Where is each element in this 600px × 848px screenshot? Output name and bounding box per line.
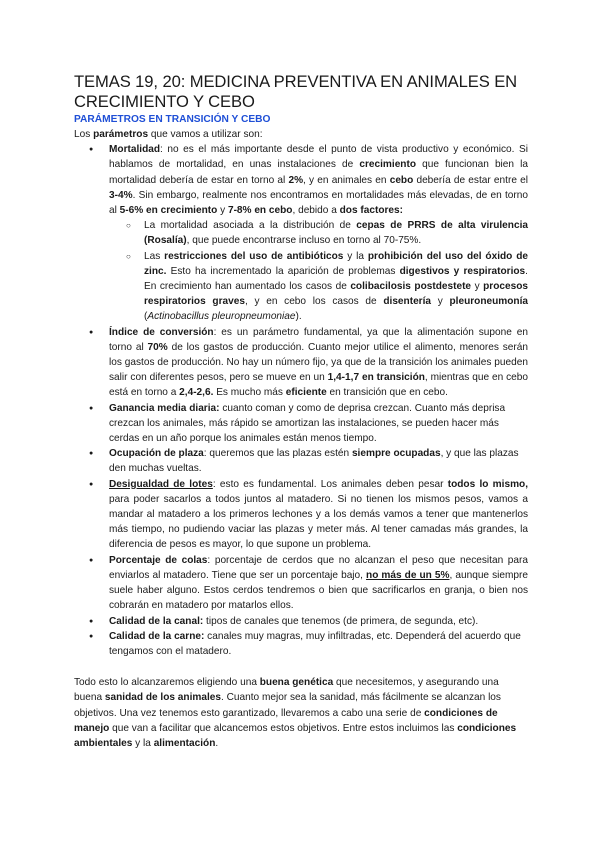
list-item-factor-antibioticos: ○ Las restricciones del uso de antibióticos y la prohibición del uso del óxido de zinc. Esto ha incrementado la aparición de problemas digestivos y respiratorios. En crecimiento han aumentado los casos de colibacilosis postdestete y procesos respiratorios graves, y en cebo los casos de disentería y pleuroneumonía (Actinobacillus pleuropneumoniae). bbox=[144, 249, 528, 325]
list-item-indice-conversion: ● Índice de conversión: es un parámetro fundamental, ya que la alimentación supone en torno al 70% de los gastos de producción. Cuanto mejor utilice el alimento, menores serán los gastos de producción. No hay un número fijo, ya que de la transición los animales pueden salir con diferentes pesos, pero se mueve en un 1,4-1,7 en transición, mientras que en cebo está en torno a 2,4-2,6. Es mucho más eficiente en transición que en cebo. bbox=[109, 325, 528, 401]
parameter-list bbox=[74, 142, 528, 659]
list-item-mortalidad: ● Mortalidad: no es el más importante desde el punto de vista productivo y económico. Si hablamos de mortalidad, en unas instalaciones de crecimiento que funcionan bien la mortalidad debería de estar en torno al 2%, y en animales en cebo debería de estar entre el 3-4%. Sin embargo, realmente nos encontramos en mortalidades más elevadas, de en torno al 5-6% en crecimiento y 7-8% en cebo, debido a dos factores: ○ La mortalidad asociada a la distribución de cepas de PRRS de alta virulencia (Rosalía), que puede encontrarse incluso en torno al 70-75%. ○ Las restricciones del uso de antibióticos y la prohibición del uso del óxido de zinc. Esto ha incrementado la aparición de problemas digestivos y respiratorios. En crecimiento han aumentado los casos de colibacilosis postdestete y procesos respiratorios graves, y en cebo los casos de disentería y pleuroneumonía (Actinobacillus pleuropneumoniae). bbox=[109, 142, 528, 324]
document-body bbox=[74, 127, 528, 751]
list-item-calidad-canal: ● Calidad de la canal: tipos de canales que tenemos (de primera, de segunda, etc). bbox=[109, 614, 528, 629]
list-item-ganancia: ● Ganancia media diaria: cuanto coman y como de deprisa crezcan. Cuanto más deprisa crezcan los animales, más rápido se amortizan las instalaciones, se pueden hacer más cerdas en un año porque los animales están menos tiempo. bbox=[109, 401, 528, 447]
list-item-factor-prrs: ○ La mortalidad asociada a la distribución de cepas de PRRS de alta virulencia (Rosalía), que puede encontrarse incluso en torno al 70-75%. bbox=[144, 218, 528, 248]
list-item-ocupacion: ● Ocupación de plaza: queremos que las plazas estén siempre ocupadas, y que las plazas den muchas vueltas. bbox=[109, 446, 528, 476]
closing-paragraph: Todo esto lo alcanzaremos eligiendo una buena genética que necesitemos, y asegurando una buena sanidad de los animales. Cuanto mejor sea la sanidad, más fácilmente se alcanzan los objetivos. Una vez tenemos esto garantizado, llevaremos a cabo una serie de condiciones de manejo que van a facilitar que alcancemos estos objetivos. Entre estos incluimos las condiciones ambientales y la alimentación. bbox=[74, 677, 517, 749]
intro-paragraph: Los parámetros que vamos a utilizar son: bbox=[74, 129, 263, 140]
mortalidad-factor-list bbox=[109, 218, 528, 324]
list-item-porcentaje-colas: ● Porcentaje de colas: porcentaje de cerdos que no alcanzan el peso que necesitan para enviarlos al matadero. Tiene que ser un porcentaje bajo, no más de un 5%, aunque siempre suele haber alguno. Estos cerdos tendremos o bien que sacrificarlos en granja, o bien nos cobrarán en matadero por matarlos ellos. bbox=[109, 553, 528, 614]
document-title: TEMAS 19, 20: MEDICINA PREVENTIVA EN ANIMALES EN CRECIMIENTO Y CEBO bbox=[74, 72, 518, 111]
list-item-calidad-carne: ● Calidad de la carne: canales muy magras, muy infiltradas, etc. Dependerá del acuerdo que tengamos con el matadero. bbox=[109, 629, 528, 659]
document-page bbox=[74, 72, 528, 751]
list-item-desigualdad: ● Desigualdad de lotes: esto es fundamental. Los animales deben pesar todos lo mismo, para poder sacarlos a todos juntos al matadero. Si no tienen los mismos pesos, vamos a mandar al matadero a los primeros lechones y a los demás vamos a tener que mantenerlos más tiempo, no pudiendo vaciar las plazas y meter más. Al tener camadas más grandes, la diferencia de pesos es mayor, lo que supone un problema. bbox=[109, 477, 528, 553]
section-heading: PARÁMETROS EN TRANSICIÓN Y CEBO bbox=[74, 114, 271, 125]
